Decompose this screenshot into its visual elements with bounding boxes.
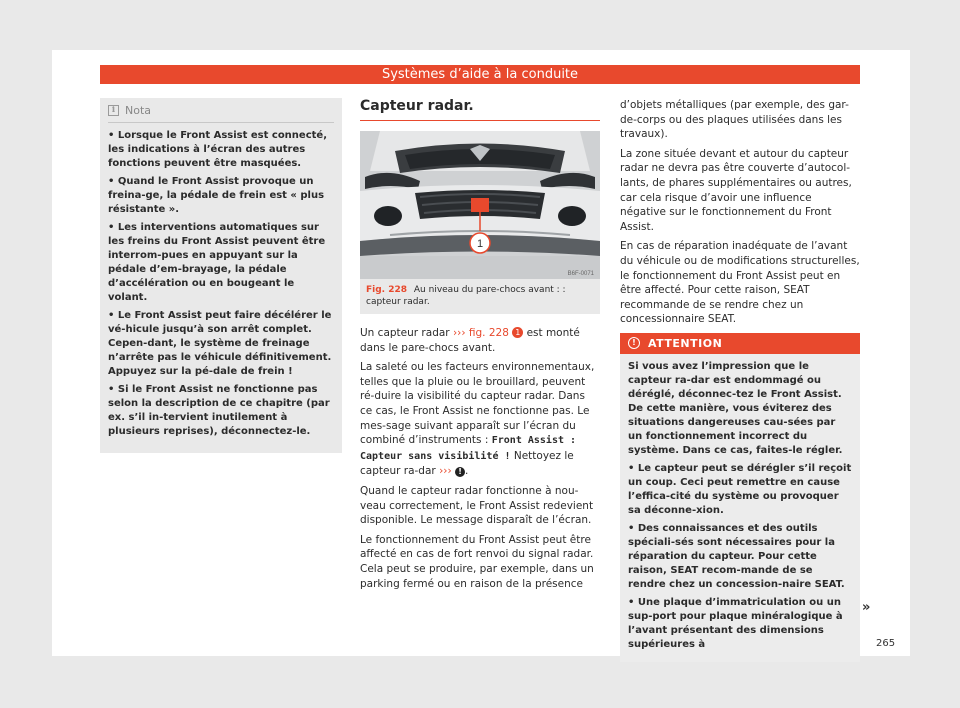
figure-callout: 1 (476, 238, 484, 250)
text: La saleté ou les facteurs environnementaux, telles que la pluie ou le brouillard, peuvent ré-duire la visibilité du capteur radar. Dans ce cas, le Front Assist ne fonctionne pas. Le mes-sage suivant apparaît sur l’écran du combiné d’instruments : (360, 361, 595, 447)
nota-item: • Les interventions automatiques sur les freins du Front Assist peuvent être interrom-pues en appuyant sur la pédale d’em-brayage, la pédale d’accélération ou en bougeant le volant. (108, 222, 326, 303)
attention-item: • Une plaque d’immatriculation ou un sup-port pour plaque minéralogique à l’avant présentant des dimensions supérieures à (628, 596, 843, 650)
middle-column (360, 98, 600, 596)
body-paragraph (360, 326, 600, 355)
car-front-image (360, 131, 600, 279)
info-icon: i (108, 105, 119, 116)
figure-code: B6F-0071 (567, 271, 594, 277)
callout-badge: 1 (512, 327, 523, 338)
left-column (100, 98, 342, 453)
figure-number: Fig. 228 (366, 285, 408, 295)
nota-item: • Le Front Assist peut faire décélérer le vé-hicule jusqu’à son arrêt complet. Cepen-dant, le système de freinage n’arrête pas le véhicule définitivement. Appuyez sur la pé-dale de frein ! (108, 310, 332, 377)
figure-caption-text: Au niveau du pare-chocs avant : : capteur radar. (366, 285, 566, 307)
display-message: Front Assist : Capteur sans visibilité ! (360, 435, 577, 462)
nota-item: • Quand le Front Assist provoque un freina-ge, la pédale de frein est « plus résistante ». (108, 176, 325, 215)
nota-header (108, 104, 334, 123)
attention-header (620, 333, 860, 354)
nota-item: • Lorsque le Front Assist est connecté, les indications à l’écran des autres fonctions peuvent être masquées. (108, 130, 327, 169)
body-paragraph: d’objets métalliques (par exemple, des gar-de-corps ou des plaques utilisées dans les travaux). (620, 99, 849, 141)
body-paragraph: Le fonctionnement du Front Assist peut être affecté en cas de fort renvoi du signal radar. Cela peut se produire, par exemple, dans un parking fermé ou en raison de la présence (360, 533, 594, 590)
warning-icon: ! (455, 467, 465, 477)
figure-caption (360, 279, 600, 314)
section-title: Capteur radar. (360, 98, 600, 121)
body-paragraph (360, 360, 600, 479)
attention-title: ATTENTION (648, 336, 723, 350)
attention-box (620, 333, 860, 662)
body-paragraph: Quand le capteur radar fonctionne à nou-veau correctement, le Front Assist redevient disponible. Le message disparaît de l’écran. (360, 484, 594, 527)
car-front-illustration (360, 131, 600, 279)
nota-box (100, 98, 342, 453)
text: Un capteur radar (360, 327, 453, 339)
figure (360, 131, 600, 314)
attention-item: Si vous avez l’impression que le capteur ra-dar est endommagé ou déréglé, déconnec-tez le Front Assist. De cette manière, vous éviterez des situations dangereuses cau-sées par un fonctionnement incorrect du système. Dans ce cas, faites-le régler. (628, 360, 843, 456)
text: Nettoyez le capteur ra-dar (360, 449, 574, 478)
nota-title: Nota (125, 104, 152, 117)
nota-item: • Si le Front Assist ne fonctionne pas selon la description de ce chapitre (par ex. s’il in-tervient inutilement à plusieurs reprises), déconnectez-le. (108, 384, 330, 437)
figure-link[interactable]: fig. 228 (465, 327, 513, 339)
continue-marker: » (862, 600, 871, 615)
text: . (465, 465, 469, 478)
attention-item: • Des connaissances et des outils spéciali-sés sont nécessaires pour la réparation du capteur. Pour cette raison, SEAT recom-mande de se rendre chez un concession-naire SEAT. (628, 522, 845, 590)
body-paragraph: En cas de réparation inadéquate de l’avant du véhicule ou de modifications structurelles, le fonctionnement du Front Assist peut en être affecté. Pour cette raison, SEAT recommande de se rendre chez un concessionnaire SEAT. (620, 240, 860, 326)
page-number: 265 (876, 638, 896, 649)
ref-arrows[interactable]: ››› (452, 327, 466, 339)
chapter-header: Systèmes d’aide à la conduite (100, 65, 860, 84)
attention-body (620, 354, 860, 662)
right-column (620, 98, 860, 662)
attention-item: • Le capteur peut se dérégler s’il reçoit un coup. Ceci peut remettre en cause l’effica-cité du système ou provoquer sa déconne-xion. (628, 462, 852, 516)
text: est monté dans le pare-chocs avant. (360, 327, 580, 354)
ref-arrows[interactable]: ››› (439, 465, 452, 478)
body-paragraph: La zone située devant et autour du capteur radar ne devra pas être couverte d’autocol-lants, de phares supplémentaires ou autres, car cela risque d’avoir une influence négative sur le fonctionnement du Front Assist. (620, 147, 852, 233)
warning-icon: ! (628, 337, 640, 349)
